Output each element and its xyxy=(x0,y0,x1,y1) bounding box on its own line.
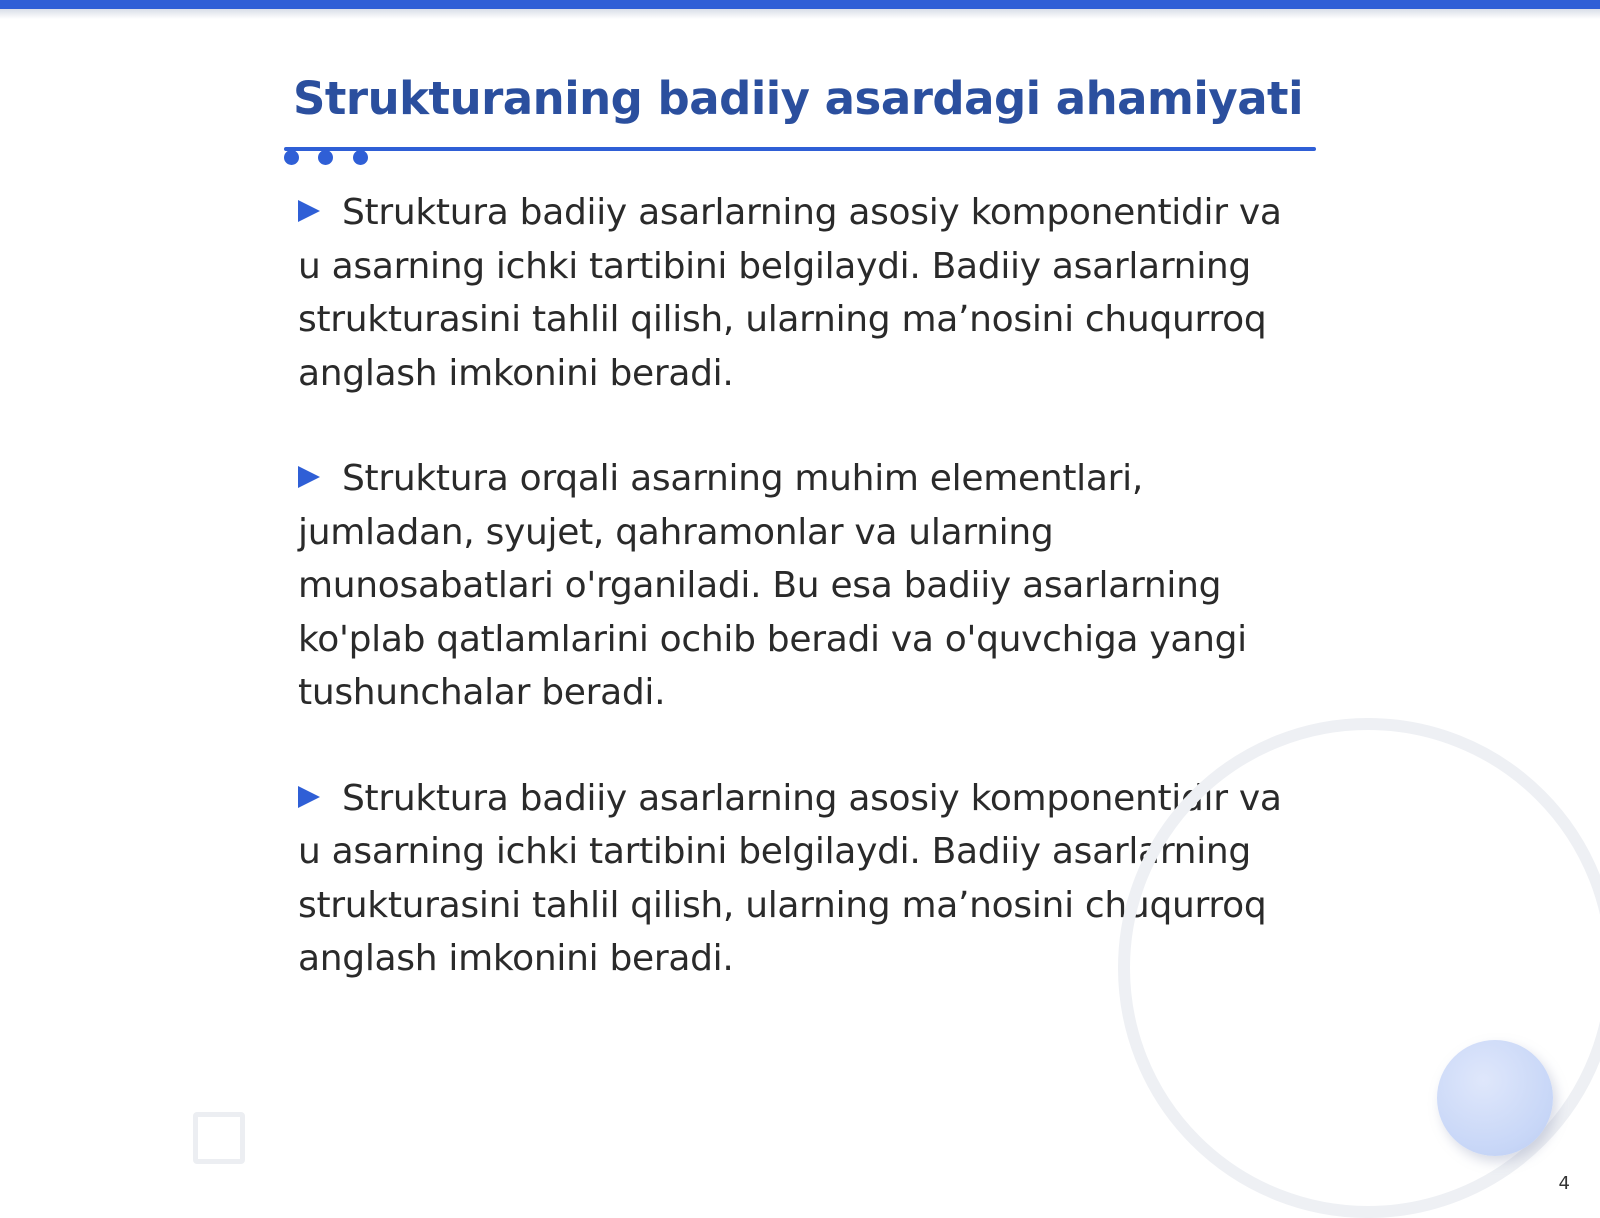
triangle-right-icon xyxy=(298,466,320,488)
page-number: 4 xyxy=(1558,1173,1570,1194)
top-accent-bar xyxy=(0,0,1600,9)
title-underline xyxy=(284,147,1316,151)
bullet-item xyxy=(298,452,1308,720)
bullet-text: Struktura badiiy asarlarning asosiy komponentidir va u asarning ichki tartibini belgilaydi. Badiiy asarlarning strukturasini tahlil qilish, ularning ma’nosini chuqurroq anglash imkonini beradi. xyxy=(298,777,1282,979)
bullet-text: Struktura badiiy asarlarning asosiy komponentidir va u asarning ichki tartibini belgilaydi. Badiiy asarlarning strukturasini tahlil qilish, ularning ma’nosini chuqurroq anglash imkonini beradi. xyxy=(298,192,1282,394)
decorative-dot xyxy=(284,150,299,165)
decorative-dot xyxy=(353,150,368,165)
decorative-dot xyxy=(318,150,333,165)
bullet-text: Struktura orqali asarning muhim elementlari, jumladan, syujet, qahramonlar va ularning munosabatlari o'rganiladi. Bu esa badiiy asarlarning ko'plab qatlamlarini ochib beradi va o'quvchiga yangi tushunchalar beradi. xyxy=(298,458,1247,713)
bullet-item xyxy=(298,186,1308,400)
decorative-ball xyxy=(1437,1040,1553,1156)
triangle-right-icon xyxy=(298,786,320,808)
decorative-square xyxy=(193,1112,245,1164)
triangle-right-icon xyxy=(298,200,320,222)
slide-title: Strukturaning badiiy asardagi ahamiyati xyxy=(292,72,1303,125)
top-bar-shadow xyxy=(0,9,1600,19)
